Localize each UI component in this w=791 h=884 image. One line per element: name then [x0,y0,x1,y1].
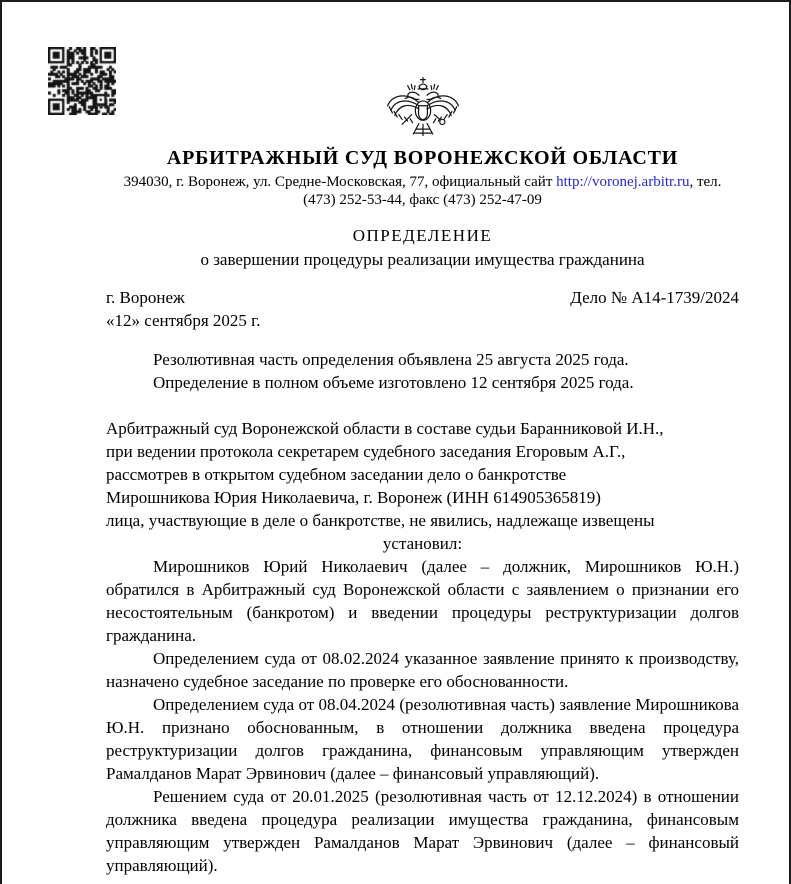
body-paragraph: Определением суда от 08.02.2024 указанное заявление принято к производству, назначено судебное заседание по проверке его обоснованности. [106,649,739,691]
document-type-title: ОПРЕДЕЛЕНИЕ [352,226,493,245]
composition-line: при ведении протокола секретарем судебного заседания Егоровым А.Г., [106,442,626,461]
composition-line: Мирошникова Юрия Николаевича, г. Воронеж (ИНН 614905365819) [106,488,601,507]
court-site-link[interactable]: http://voronej.arbitr.ru [556,174,690,190]
case-info-row [106,286,739,309]
resolutive-line: Определение в полном объеме изготовлено 12 сентября 2025 года. [153,373,634,392]
court-address-suffix: , тел. [689,174,722,190]
court-name: АРБИТРАЖНЫЙ СУД ВОРОНЕЖСКОЙ ОБЛАСТИ [166,147,679,169]
resolutive-line: Резолютивная часть определения объявлена 25 августа 2025 года. [153,350,629,369]
composition-line: Арбитражный суд Воронежской области в составе судьи Баранниковой И.Н., [106,419,664,438]
document-content [106,2,739,877]
court-composition-block [106,417,739,532]
city-label: г. Воронеж [106,288,185,307]
resolutive-part-block [106,348,739,394]
case-number: Дело № А14-1739/2024 [570,288,739,307]
body-paragraphs [106,555,739,877]
ustanovil-heading: установил: [382,534,463,553]
court-address-prefix: 394030, г. Воронеж, ул. Средне-Московская, 77, официальный сайт [123,174,557,190]
body-paragraph: Определением суда от 08.04.2024 (резолютивная часть) заявление Мирошникова Ю.Н. признано обоснованным, в отношении должника введена процедура реструктуризации долгов гражданина, финансовым управляющим утвержден Рамалданов Марат Эрвинович (далее – финансовый управляющий). [106,695,739,783]
court-address [106,173,739,191]
composition-line: рассмотрев в открытом судебном заседании дело о банкротстве [106,465,567,484]
document-date: «12» сентября 2025 г. [106,311,261,330]
document-subtitle: о завершении процедуры реализации имущества гражданина [200,250,645,269]
composition-line: лица, участвующие в деле о банкротстве, не явились, надлежаще извещены [106,511,655,530]
body-paragraph: Решением суда от 20.01.2025 (резолютивная часть от 12.12.2024) в отношении должника введена процедура реализации имущества гражданина, финансовым управляющим утвержден Рамалданов Марат Эрвинович (далее – финансовый управляющий). [106,787,739,875]
court-phone-line: (473) 252-53-44, факс (473) 252-47-09 [303,192,542,208]
body-paragraph: Мирошников Юрий Николаевич (далее – должник, Мирошников Ю.Н.) обратился в Арбитражный суд Воронежской области с заявлением о признании его несостоятельным (банкротом) и введении процедуры реструктуризации долгов гражданина. [106,557,739,645]
russia-coat-of-arms-icon [382,76,464,142]
